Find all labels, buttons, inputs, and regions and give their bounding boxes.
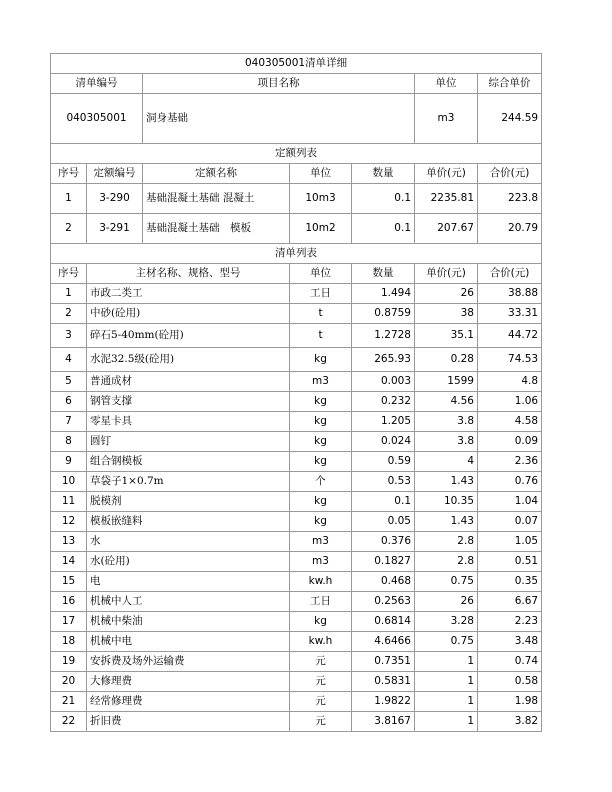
material-qty: 0.1827	[352, 552, 415, 572]
material-seq: 21	[51, 692, 87, 712]
material-seq: 1	[51, 284, 87, 304]
quota-code: 3-291	[87, 214, 143, 244]
quota-total-header: 合价(元)	[478, 164, 542, 184]
material-total: 3.48	[478, 632, 542, 652]
material-total: 74.53	[478, 348, 542, 372]
quota-seq: 1	[51, 184, 87, 214]
table-row	[51, 452, 542, 472]
material-unit: kg	[290, 452, 352, 472]
material-total: 2.23	[478, 612, 542, 632]
table-row	[51, 348, 542, 372]
material-price: 1599	[415, 372, 478, 392]
material-qty: 4.6466	[352, 632, 415, 652]
bill-detail-table	[50, 53, 542, 732]
material-qty: 1.494	[352, 284, 415, 304]
material-total: 44.72	[478, 324, 542, 348]
table-title: 040305001清单详细	[51, 54, 542, 74]
material-price: 1	[415, 692, 478, 712]
material-name: 大修理费	[87, 672, 290, 692]
table-row	[51, 532, 542, 552]
material-seq: 13	[51, 532, 87, 552]
material-total: 38.88	[478, 284, 542, 304]
material-section-title: 清单列表	[51, 244, 542, 264]
material-seq: 22	[51, 712, 87, 732]
quota-unit-header: 单位	[290, 164, 352, 184]
material-qty: 0.003	[352, 372, 415, 392]
material-seq: 17	[51, 612, 87, 632]
quota-total: 20.79	[478, 214, 542, 244]
material-name: 经常修理费	[87, 692, 290, 712]
quota-name: 基础混凝土基础 混凝土	[143, 184, 290, 214]
material-name: 水(砼用)	[87, 552, 290, 572]
material-seq: 19	[51, 652, 87, 672]
material-price-header: 单价(元)	[415, 264, 478, 284]
material-total: 1.98	[478, 692, 542, 712]
material-total: 0.35	[478, 572, 542, 592]
material-unit: m3	[290, 552, 352, 572]
quota-seq: 2	[51, 214, 87, 244]
material-name: 草袋子1×0.7m	[87, 472, 290, 492]
bill-name: 洞身基础	[143, 94, 415, 144]
material-total: 0.51	[478, 552, 542, 572]
material-price: 10.35	[415, 492, 478, 512]
material-unit: 元	[290, 712, 352, 732]
bill-price: 244.59	[478, 94, 542, 144]
table-row	[51, 652, 542, 672]
material-unit: 元	[290, 672, 352, 692]
material-qty: 0.59	[352, 452, 415, 472]
quota-row	[51, 214, 542, 244]
table-row	[51, 592, 542, 612]
material-name: 水	[87, 532, 290, 552]
material-price: 26	[415, 284, 478, 304]
quota-qty: 0.1	[352, 184, 415, 214]
material-total: 2.36	[478, 452, 542, 472]
material-price: 3.8	[415, 432, 478, 452]
material-name: 碎石5-40mm(砼用)	[87, 324, 290, 348]
material-price: 0.75	[415, 572, 478, 592]
material-unit: kg	[290, 612, 352, 632]
material-seq: 10	[51, 472, 87, 492]
quota-name-header: 定额名称	[143, 164, 290, 184]
material-qty: 0.376	[352, 532, 415, 552]
material-total: 0.58	[478, 672, 542, 692]
material-name: 水泥32.5级(砼用)	[87, 348, 290, 372]
material-seq-header: 序号	[51, 264, 87, 284]
quota-price: 2235.81	[415, 184, 478, 214]
material-qty: 0.468	[352, 572, 415, 592]
material-total: 4.8	[478, 372, 542, 392]
material-unit: t	[290, 324, 352, 348]
material-seq: 3	[51, 324, 87, 348]
material-seq: 18	[51, 632, 87, 652]
material-total: 1.06	[478, 392, 542, 412]
table-row	[51, 692, 542, 712]
material-name: 机械中柴油	[87, 612, 290, 632]
material-name: 模板嵌缝料	[87, 512, 290, 532]
material-price: 35.1	[415, 324, 478, 348]
material-name: 零星卡具	[87, 412, 290, 432]
material-seq: 12	[51, 512, 87, 532]
quota-total: 223.8	[478, 184, 542, 214]
material-seq: 5	[51, 372, 87, 392]
material-total: 1.05	[478, 532, 542, 552]
material-seq: 16	[51, 592, 87, 612]
material-price: 4.56	[415, 392, 478, 412]
material-name: 圆钉	[87, 432, 290, 452]
bill-code-header: 清单编号	[51, 74, 143, 94]
material-qty: 0.5831	[352, 672, 415, 692]
material-total: 0.09	[478, 432, 542, 452]
material-name: 机械中电	[87, 632, 290, 652]
material-qty: 0.7351	[352, 652, 415, 672]
table-row	[51, 632, 542, 652]
material-unit: 个	[290, 472, 352, 492]
material-price: 1.43	[415, 512, 478, 532]
quota-code-header: 定额编号	[87, 164, 143, 184]
material-seq: 20	[51, 672, 87, 692]
quota-unit: 10m2	[290, 214, 352, 244]
material-unit: kg	[290, 392, 352, 412]
material-total: 0.76	[478, 472, 542, 492]
material-total-header: 合价(元)	[478, 264, 542, 284]
material-price: 26	[415, 592, 478, 612]
table-row	[51, 512, 542, 532]
material-qty: 1.9822	[352, 692, 415, 712]
material-qty: 0.8759	[352, 304, 415, 324]
material-seq: 9	[51, 452, 87, 472]
material-name: 折旧费	[87, 712, 290, 732]
table-row	[51, 552, 542, 572]
material-total: 6.67	[478, 592, 542, 612]
bill-price-header: 综合单价	[478, 74, 542, 94]
material-unit-header: 单位	[290, 264, 352, 284]
bill-unit: m3	[415, 94, 478, 144]
material-unit: m3	[290, 372, 352, 392]
material-unit: 元	[290, 652, 352, 672]
material-qty: 265.93	[352, 348, 415, 372]
material-name: 钢管支撑	[87, 392, 290, 412]
material-seq: 11	[51, 492, 87, 512]
material-unit: t	[290, 304, 352, 324]
quota-code: 3-290	[87, 184, 143, 214]
material-price: 1.43	[415, 472, 478, 492]
material-qty-header: 数量	[352, 264, 415, 284]
material-name: 普通成材	[87, 372, 290, 392]
material-unit: kg	[290, 492, 352, 512]
material-price: 2.8	[415, 532, 478, 552]
material-name: 中砂(砼用)	[87, 304, 290, 324]
material-price: 3.28	[415, 612, 478, 632]
table-row	[51, 472, 542, 492]
material-price: 3.8	[415, 412, 478, 432]
material-qty: 0.05	[352, 512, 415, 532]
table-row	[51, 432, 542, 452]
quota-header-row	[51, 164, 542, 184]
material-total: 0.07	[478, 512, 542, 532]
material-unit: kg	[290, 348, 352, 372]
material-name-header: 主材名称、规格、型号	[87, 264, 290, 284]
material-qty: 0.1	[352, 492, 415, 512]
material-seq: 8	[51, 432, 87, 452]
material-qty: 1.205	[352, 412, 415, 432]
material-section-row	[51, 244, 542, 264]
quota-price-header: 单价(元)	[415, 164, 478, 184]
material-seq: 6	[51, 392, 87, 412]
material-qty: 3.8167	[352, 712, 415, 732]
table-row	[51, 412, 542, 432]
material-price: 1	[415, 672, 478, 692]
bill-unit-header: 单位	[415, 74, 478, 94]
quota-price: 207.67	[415, 214, 478, 244]
material-name: 机械中人工	[87, 592, 290, 612]
material-name: 脱模剂	[87, 492, 290, 512]
material-header-row	[51, 264, 542, 284]
material-price: 2.8	[415, 552, 478, 572]
table-row	[51, 372, 542, 392]
table-row	[51, 492, 542, 512]
material-unit: 元	[290, 692, 352, 712]
table-row	[51, 284, 542, 304]
bill-code: 040305001	[51, 94, 143, 144]
material-unit: m3	[290, 532, 352, 552]
quota-qty-header: 数量	[352, 164, 415, 184]
material-price: 0.28	[415, 348, 478, 372]
material-seq: 2	[51, 304, 87, 324]
material-qty: 0.024	[352, 432, 415, 452]
material-unit: kg	[290, 412, 352, 432]
material-seq: 7	[51, 412, 87, 432]
material-seq: 15	[51, 572, 87, 592]
quota-seq-header: 序号	[51, 164, 87, 184]
material-name: 安拆费及场外运输费	[87, 652, 290, 672]
table-row	[51, 672, 542, 692]
material-seq: 4	[51, 348, 87, 372]
material-total: 33.31	[478, 304, 542, 324]
material-price: 4	[415, 452, 478, 472]
material-unit: 工日	[290, 592, 352, 612]
quota-row	[51, 184, 542, 214]
material-seq: 14	[51, 552, 87, 572]
material-qty: 0.2563	[352, 592, 415, 612]
material-qty: 1.2728	[352, 324, 415, 348]
material-price: 0.75	[415, 632, 478, 652]
quota-qty: 0.1	[352, 214, 415, 244]
material-total: 1.04	[478, 492, 542, 512]
material-total: 3.82	[478, 712, 542, 732]
quota-unit: 10m3	[290, 184, 352, 214]
table-row	[51, 324, 542, 348]
material-total: 0.74	[478, 652, 542, 672]
material-qty: 0.53	[352, 472, 415, 492]
material-unit: kw.h	[290, 632, 352, 652]
quota-section-title: 定额列表	[51, 144, 542, 164]
table-row	[51, 712, 542, 732]
material-qty: 0.6814	[352, 612, 415, 632]
material-unit: kg	[290, 512, 352, 532]
material-name: 电	[87, 572, 290, 592]
material-price: 1	[415, 652, 478, 672]
material-unit: kg	[290, 432, 352, 452]
material-price: 1	[415, 712, 478, 732]
material-unit: kw.h	[290, 572, 352, 592]
table-row	[51, 304, 542, 324]
bill-name-header: 项目名称	[143, 74, 415, 94]
material-total: 4.58	[478, 412, 542, 432]
material-name: 市政二类工	[87, 284, 290, 304]
material-qty: 0.232	[352, 392, 415, 412]
material-unit: 工日	[290, 284, 352, 304]
table-row	[51, 392, 542, 412]
quota-name: 基础混凝土基础 模板	[143, 214, 290, 244]
table-row	[51, 572, 542, 592]
material-name: 组合钢模板	[87, 452, 290, 472]
table-row	[51, 612, 542, 632]
material-price: 38	[415, 304, 478, 324]
